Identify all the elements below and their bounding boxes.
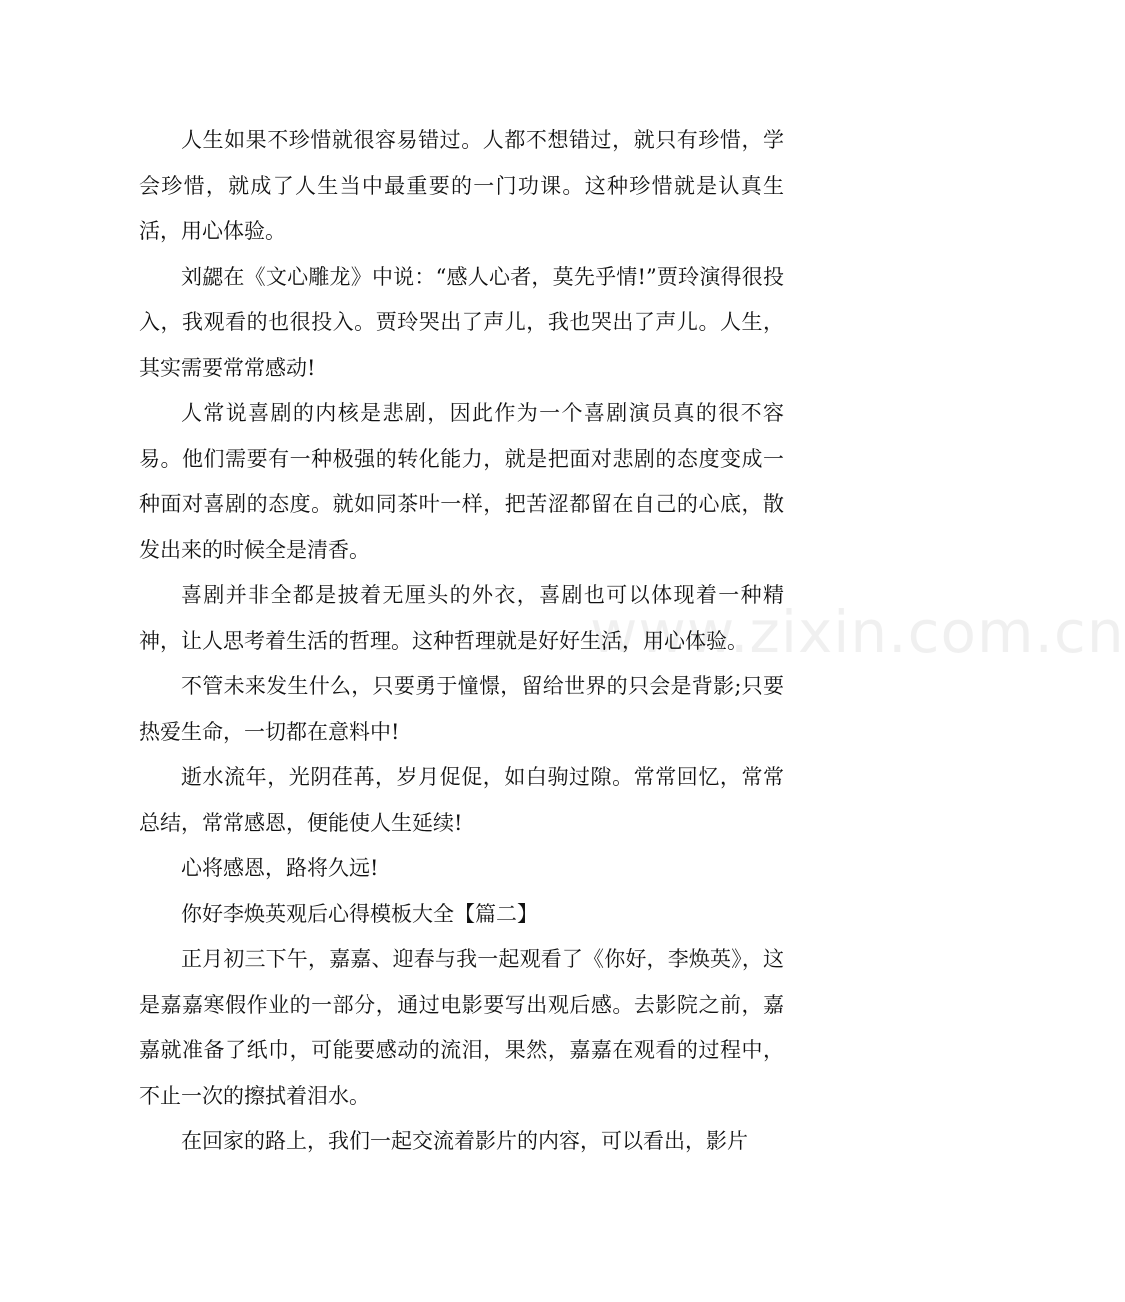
paragraph-9: 在回家的路上，我们一起交流着影片的内容，可以看出，影片 — [181, 1129, 748, 1153]
paragraph-8: 正月初三下午，嘉嘉、迎春与我一起观看了《你好，李焕英》，这是嘉嘉寒假作业的一部分，通过电影要写出观后感。去影院之前，嘉嘉就准备了纸巾，可能要感动的流泪，果然，嘉嘉在观看的过程中，不止一次的擦拭着泪水。 — [139, 947, 784, 1108]
paragraph-3: 人常说喜剧的内核是悲剧，因此作为一个喜剧演员真的很不容易。他们需要有一种极强的转化能力，就是把面对悲剧的态度变成一种面对喜剧的态度。就如同茶叶一样，把苦涩都留在自己的心底，散发出来的时候全是清香。 — [139, 401, 784, 562]
paragraph-2: 刘勰在《文心雕龙》中说：“感人心者，莫先乎情!”贾玲演得很投入，我观看的也很投入。贾玲哭出了声儿，我也哭出了声儿。人生，其实需要常常感动! — [139, 264, 784, 380]
document-body — [139, 118, 784, 1165]
paragraph-5: 不管未来发生什么，只要勇于憧憬，留给世界的只会是背影;只要热爱生命，一切都在意料中! — [139, 674, 784, 744]
paragraph-4: 喜剧并非全都是披着无厘头的外衣，喜剧也可以体现着一种精神，让人思考着生活的哲理。这种哲理就是好好生活，用心体验。 — [139, 583, 784, 653]
paragraph-7: 心将感恩，路将久远! — [181, 856, 379, 880]
section-heading: 你好李焕英观后心得模板大全【篇二】 — [181, 901, 538, 926]
watermark: www.zixin.com.cn — [590, 598, 1125, 666]
paragraph-1: 人生如果不珍惜就很容易错过。人都不想错过，就只有珍惜，学会珍惜，就成了人生当中最重要的一门功课。这种珍惜就是认真生活，用心体验。 — [139, 128, 784, 243]
paragraph-6: 逝水流年，光阴荏苒，岁月促促，如白驹过隙。常常回忆，常常总结，常常感恩，便能使人生延续! — [139, 765, 784, 835]
